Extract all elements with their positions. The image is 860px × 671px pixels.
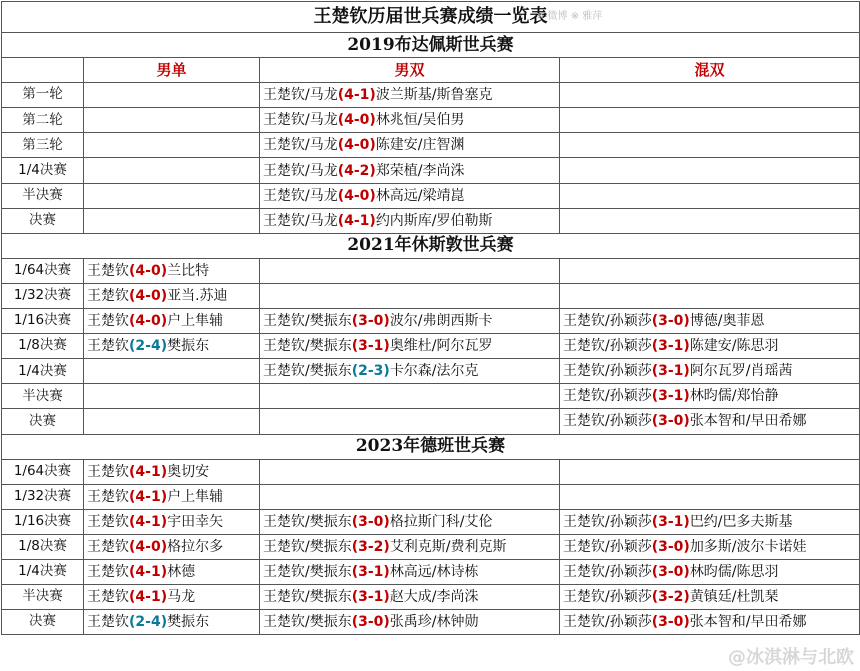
opponent-names: 宇田幸矢: [167, 513, 224, 530]
ms-result-cell: [84, 283, 260, 308]
md-result-cell: [260, 108, 560, 133]
xd-result-cell: [560, 384, 860, 409]
men-doubles-header: 男双: [260, 58, 560, 83]
md-result-cell: [260, 459, 560, 484]
xd-result-cell: [560, 610, 860, 635]
ms-result-cell: [84, 459, 260, 484]
player-names: 王楚钦/樊振东: [263, 363, 352, 380]
match-score: (3-0): [651, 614, 690, 631]
ms-result-cell: [84, 108, 260, 133]
opponent-names: 林昀儒/陈思羽: [689, 564, 779, 581]
round-label: 半决赛: [2, 384, 84, 409]
ms-result-cell: [84, 610, 260, 635]
xd-result-cell: [560, 334, 860, 359]
match-score: (4-1): [337, 212, 376, 229]
match-score: (2-3): [351, 363, 390, 380]
ms-result-cell: [84, 309, 260, 334]
table-title: 王楚钦历届世兵赛成绩一览表: [2, 2, 860, 33]
opponent-names: 约内斯库/罗伯勒斯: [375, 212, 493, 229]
match-score: (3-1): [651, 513, 690, 530]
md-result-cell: [260, 334, 560, 359]
round-label: 半决赛: [2, 585, 84, 610]
table-row: [2, 309, 860, 334]
table-row: [2, 334, 860, 359]
round-label: 1/4决赛: [2, 359, 84, 384]
player-names: 王楚钦: [87, 287, 129, 304]
opponent-names: 波兰斯基/斯鲁塞克: [375, 87, 493, 104]
player-names: 王楚钦/樊振东: [263, 589, 352, 606]
match-score: (4-1): [129, 513, 168, 530]
player-names: 王楚钦: [87, 589, 129, 606]
xd-result-cell: [560, 359, 860, 384]
opponent-names: 张本智和/早田希娜: [689, 413, 807, 430]
match-score: (3-1): [351, 589, 390, 606]
table-row: [2, 384, 860, 409]
player-names: 王楚钦: [87, 564, 129, 581]
player-names: 王楚钦/樊振东: [263, 614, 352, 631]
ms-result-cell: [84, 183, 260, 208]
match-score: (3-0): [351, 513, 390, 530]
ms-result-cell: [84, 258, 260, 283]
player-names: 王楚钦/马龙: [263, 212, 338, 229]
xd-result-cell: [560, 283, 860, 308]
opponent-names: 陈建安/陈思羽: [689, 338, 779, 355]
round-label: 1/16决赛: [2, 309, 84, 334]
bottom-watermark: @冰淇淋与北欧: [728, 647, 854, 668]
player-names: 王楚钦/孙颖莎: [563, 363, 652, 380]
match-score: (3-0): [651, 313, 690, 330]
match-score: (4-1): [129, 564, 168, 581]
opponent-names: 林高远/林诗栋: [389, 564, 479, 581]
match-score: (3-0): [351, 614, 390, 631]
xd-result-cell: [560, 208, 860, 233]
player-names: 王楚钦: [87, 488, 129, 505]
player-names: 王楚钦/孙颖莎: [563, 538, 652, 555]
top-watermark: ※ 微博 ※ 雅萍: [536, 11, 603, 22]
player-names: 王楚钦: [87, 338, 129, 355]
md-result-cell: [260, 133, 560, 158]
player-names: 王楚钦: [87, 538, 129, 555]
opponent-names: 博德/奥菲恩: [689, 313, 765, 330]
table-row: [2, 409, 860, 434]
opponent-names: 黄镇廷/杜凯琹: [689, 589, 779, 606]
md-result-cell: [260, 309, 560, 334]
mixed-doubles-header: 混双: [560, 58, 860, 83]
table-row: [2, 610, 860, 635]
opponent-names: 波尔/弗朗西斯卡: [389, 313, 493, 330]
ms-result-cell: [84, 384, 260, 409]
round-label: 第二轮: [2, 108, 84, 133]
round-label: 1/32决赛: [2, 283, 84, 308]
match-score: (3-2): [651, 589, 690, 606]
table-row: [2, 208, 860, 233]
md-result-cell: [260, 534, 560, 559]
opponent-names: 加多斯/波尔卡诺娃: [689, 538, 807, 555]
player-names: 王楚钦/马龙: [263, 87, 338, 104]
xd-result-cell: [560, 459, 860, 484]
player-names: 王楚钦/孙颖莎: [563, 413, 652, 430]
table-row: [2, 459, 860, 484]
xd-result-cell: [560, 133, 860, 158]
player-names: 王楚钦/孙颖莎: [563, 589, 652, 606]
md-result-cell: [260, 258, 560, 283]
column-header-row: [2, 58, 860, 83]
player-names: 王楚钦/马龙: [263, 187, 338, 204]
md-result-cell: [260, 484, 560, 509]
match-score: (4-0): [129, 262, 168, 279]
section-header-row: [2, 434, 860, 459]
ms-result-cell: [84, 559, 260, 584]
match-score: (4-0): [337, 137, 376, 154]
xd-result-cell: [560, 559, 860, 584]
table-row: [2, 133, 860, 158]
results-table-body: [2, 2, 860, 635]
opponent-names: 林昀儒/郑怡静: [689, 388, 779, 405]
round-label: 1/64决赛: [2, 459, 84, 484]
section-header-row: [2, 233, 860, 258]
player-names: 王楚钦/樊振东: [263, 338, 352, 355]
round-label: 1/4决赛: [2, 559, 84, 584]
table-row: [2, 158, 860, 183]
round-label: 半决赛: [2, 183, 84, 208]
match-score: (3-0): [651, 538, 690, 555]
round-label: 第三轮: [2, 133, 84, 158]
opponent-names: 林德: [167, 564, 196, 581]
match-score: (2-4): [129, 614, 168, 631]
round-label: 1/8决赛: [2, 534, 84, 559]
results-table: [1, 1, 860, 635]
match-score: (3-1): [651, 388, 690, 405]
opponent-names: 樊振东: [167, 338, 210, 355]
section-title: 2021年休斯敦世兵赛: [2, 233, 860, 258]
match-score: (4-0): [129, 287, 168, 304]
ms-result-cell: [84, 158, 260, 183]
ms-result-cell: [84, 409, 260, 434]
md-result-cell: [260, 158, 560, 183]
round-header-empty: [2, 58, 84, 83]
xd-result-cell: [560, 309, 860, 334]
md-result-cell: [260, 559, 560, 584]
player-names: 王楚钦/孙颖莎: [563, 614, 652, 631]
md-result-cell: [260, 409, 560, 434]
table-row: [2, 258, 860, 283]
md-result-cell: [260, 83, 560, 108]
round-label: 1/16决赛: [2, 509, 84, 534]
player-names: 王楚钦: [87, 614, 129, 631]
player-names: 王楚钦/樊振东: [263, 564, 352, 581]
player-names: 王楚钦/樊振东: [263, 313, 352, 330]
round-label: 决赛: [2, 409, 84, 434]
match-score: (2-4): [129, 338, 168, 355]
opponent-names: 巴约/巴多夫斯基: [689, 513, 793, 530]
player-names: 王楚钦/樊振东: [263, 538, 352, 555]
ms-result-cell: [84, 83, 260, 108]
match-score: (4-1): [129, 463, 168, 480]
xd-result-cell: [560, 409, 860, 434]
match-score: (4-2): [337, 162, 376, 179]
round-label: 第一轮: [2, 83, 84, 108]
xd-result-cell: [560, 509, 860, 534]
table-row: [2, 108, 860, 133]
match-score: (3-0): [651, 564, 690, 581]
ms-result-cell: [84, 133, 260, 158]
opponent-names: 艾利克斯/费利克斯: [389, 538, 507, 555]
xd-result-cell: [560, 158, 860, 183]
opponent-names: 阿尔瓦罗/肖瑶茜: [689, 363, 793, 380]
opponent-names: 林兆恒/吴伯男: [375, 112, 465, 129]
md-result-cell: [260, 384, 560, 409]
match-score: (3-1): [651, 338, 690, 355]
match-score: (4-1): [129, 488, 168, 505]
table-row: [2, 484, 860, 509]
md-result-cell: [260, 283, 560, 308]
opponent-names: 郑荣植/李尚洙: [375, 162, 465, 179]
opponent-names: 樊振东: [167, 614, 210, 631]
table-row: [2, 509, 860, 534]
section-header-row: [2, 33, 860, 58]
table-row: [2, 183, 860, 208]
md-result-cell: [260, 208, 560, 233]
opponent-names: 亚当.苏迪: [167, 287, 228, 304]
xd-result-cell: [560, 258, 860, 283]
player-names: 王楚钦: [87, 513, 129, 530]
section-title: 2019布达佩斯世兵赛: [2, 33, 860, 58]
match-score: (3-2): [351, 538, 390, 555]
ms-result-cell: [84, 534, 260, 559]
player-names: 王楚钦: [87, 313, 129, 330]
ms-result-cell: [84, 484, 260, 509]
round-label: 1/32决赛: [2, 484, 84, 509]
table-row: [2, 585, 860, 610]
match-score: (4-1): [337, 87, 376, 104]
player-names: 王楚钦/樊振东: [263, 513, 352, 530]
opponent-names: 奥切安: [167, 463, 210, 480]
match-score: (4-0): [129, 313, 168, 330]
player-names: 王楚钦/孙颖莎: [563, 313, 652, 330]
round-label: 决赛: [2, 208, 84, 233]
section-title: 2023年德班世兵赛: [2, 434, 860, 459]
match-score: (3-1): [651, 363, 690, 380]
title-row: [2, 2, 860, 33]
md-result-cell: [260, 585, 560, 610]
opponent-names: 赵大成/李尚洙: [389, 589, 479, 606]
match-score: (3-1): [351, 338, 390, 355]
round-label: 1/4决赛: [2, 158, 84, 183]
match-score: (4-0): [337, 112, 376, 129]
round-label: 1/64决赛: [2, 258, 84, 283]
table-row: [2, 83, 860, 108]
opponent-names: 户上隼辅: [167, 488, 224, 505]
md-result-cell: [260, 359, 560, 384]
ms-result-cell: [84, 585, 260, 610]
opponent-names: 奥维杜/阿尔瓦罗: [389, 338, 493, 355]
player-names: 王楚钦/马龙: [263, 137, 338, 154]
table-row: [2, 534, 860, 559]
xd-result-cell: [560, 484, 860, 509]
player-names: 王楚钦/马龙: [263, 112, 338, 129]
md-result-cell: [260, 509, 560, 534]
opponent-names: 卡尔森/法尔克: [389, 363, 479, 380]
match-score: (3-0): [651, 413, 690, 430]
player-names: 王楚钦/孙颖莎: [563, 564, 652, 581]
player-names: 王楚钦: [87, 262, 129, 279]
ms-result-cell: [84, 509, 260, 534]
xd-result-cell: [560, 83, 860, 108]
match-score: (4-0): [129, 538, 168, 555]
md-result-cell: [260, 183, 560, 208]
player-names: 王楚钦/孙颖莎: [563, 513, 652, 530]
round-label: 1/8决赛: [2, 334, 84, 359]
opponent-names: 格拉尔多: [167, 538, 224, 555]
xd-result-cell: [560, 183, 860, 208]
opponent-names: 林高远/梁靖崑: [375, 187, 465, 204]
table-row: [2, 283, 860, 308]
player-names: 王楚钦/孙颖莎: [563, 388, 652, 405]
opponent-names: 户上隼辅: [167, 313, 224, 330]
md-result-cell: [260, 610, 560, 635]
opponent-names: 马龙: [167, 589, 196, 606]
round-label: 决赛: [2, 610, 84, 635]
table-row: [2, 559, 860, 584]
ms-result-cell: [84, 334, 260, 359]
table-row: [2, 359, 860, 384]
opponent-names: 兰比特: [167, 262, 210, 279]
player-names: 王楚钦/马龙: [263, 162, 338, 179]
match-score: (4-0): [337, 187, 376, 204]
opponent-names: 格拉斯门科/艾伦: [389, 513, 493, 530]
opponent-names: 陈建安/庄智渊: [375, 137, 465, 154]
match-score: (3-1): [351, 564, 390, 581]
xd-result-cell: [560, 108, 860, 133]
player-names: 王楚钦/孙颖莎: [563, 338, 652, 355]
men-singles-header: 男单: [84, 58, 260, 83]
ms-result-cell: [84, 208, 260, 233]
opponent-names: 张禹珍/林钟勋: [389, 614, 479, 631]
xd-result-cell: [560, 534, 860, 559]
xd-result-cell: [560, 585, 860, 610]
match-score: (3-0): [351, 313, 390, 330]
player-names: 王楚钦: [87, 463, 129, 480]
ms-result-cell: [84, 359, 260, 384]
opponent-names: 张本智和/早田希娜: [689, 614, 807, 631]
match-score: (4-1): [129, 589, 168, 606]
